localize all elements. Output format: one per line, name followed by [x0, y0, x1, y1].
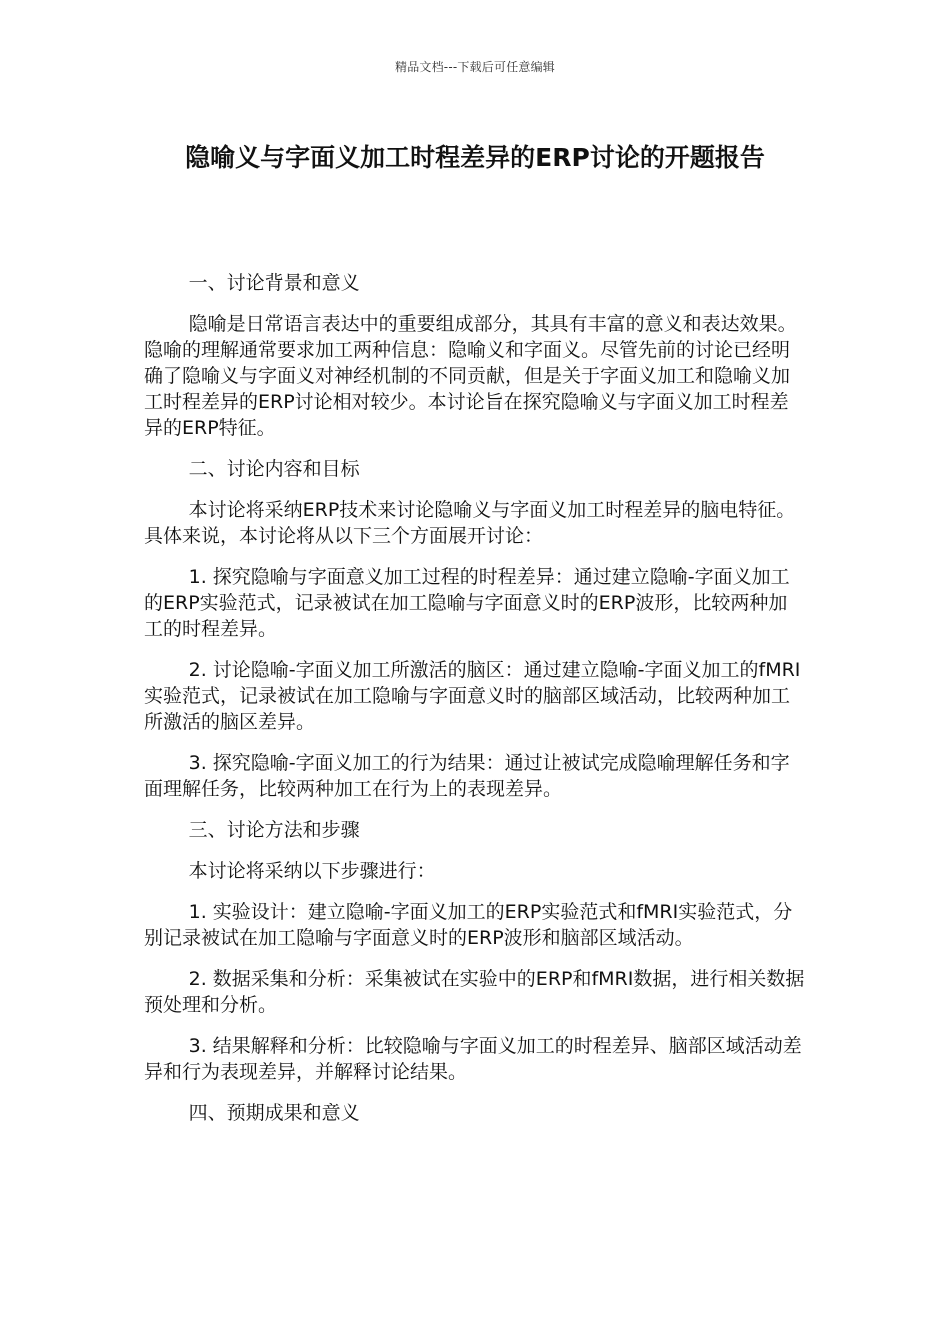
list-item-methods-2: 2. 数据采集和分析：采集被试在实验中的ERP和fMRI数据，进行相关数据预处理和分析。: [144, 968, 805, 1016]
section-heading-background: 一、讨论背景和意义: [188, 272, 360, 294]
section-heading-content-goals: 二、讨论内容和目标: [188, 458, 360, 480]
list-item-content-1: 1. 探究隐喻与字面意义加工过程的时程差异：通过建立隐喻-字面义加工的ERP实验范式，记录被试在加工隐喻与字面意义时的ERP波形，比较两种加工的时程差异。: [144, 566, 790, 640]
section-heading-methods: 三、讨论方法和步骤: [188, 819, 360, 841]
list-item-content-3: 3. 探究隐喻-字面义加工的行为结果：通过让被试完成隐喻理解任务和字面理解任务，比较两种加工在行为上的表现差异。: [144, 752, 790, 800]
document-title: 隐喻义与字面义加工时程差异的ERP讨论的开题报告: [185, 143, 765, 172]
list-item-content-2: 2. 讨论隐喻-字面义加工所激活的脑区：通过建立隐喻-字面义加工的fMRI实验范式，记录被试在加工隐喻与字面意义时的脑部区域活动，比较两种加工所激活的脑区差异。: [144, 659, 801, 733]
list-item-methods-3: 3. 结果解释和分析：比较隐喻与字面义加工的时程差异、脑部区域活动差异和行为表现差异，并解释讨论结果。: [144, 1035, 802, 1083]
document-body: [144, 270, 806, 1141]
paragraph-methods-intro: 本讨论将采纳以下步骤进行：: [188, 860, 436, 882]
header-note: 精品文档---下载后可任意编辑: [395, 60, 555, 74]
section-heading-outcomes: 四、预期成果和意义: [188, 1102, 360, 1124]
paragraph-background: 隐喻是日常语言表达中的重要组成部分，其具有丰富的意义和表达效果。隐喻的理解通常要求加工两种信息：隐喻义和字面义。尽管先前的讨论已经明确了隐喻义与字面义对神经机制的不同贡献，但是关于字面义加工和隐喻义加工时程差异的ERP讨论相对较少。本讨论旨在探究隐喻义与字面义加工时程差异的ERP特征。: [144, 313, 797, 439]
paragraph-content-intro: 本讨论将采纳ERP技术来讨论隐喻义与字面义加工时程差异的脑电特征。具体来说，本讨论将从以下三个方面展开讨论：: [144, 499, 796, 547]
list-item-methods-1: 1. 实验设计：建立隐喻-字面义加工的ERP实验范式和fMRI实验范式，分别记录被试在加工隐喻与字面意义时的ERP波形和脑部区域活动。: [144, 901, 793, 949]
